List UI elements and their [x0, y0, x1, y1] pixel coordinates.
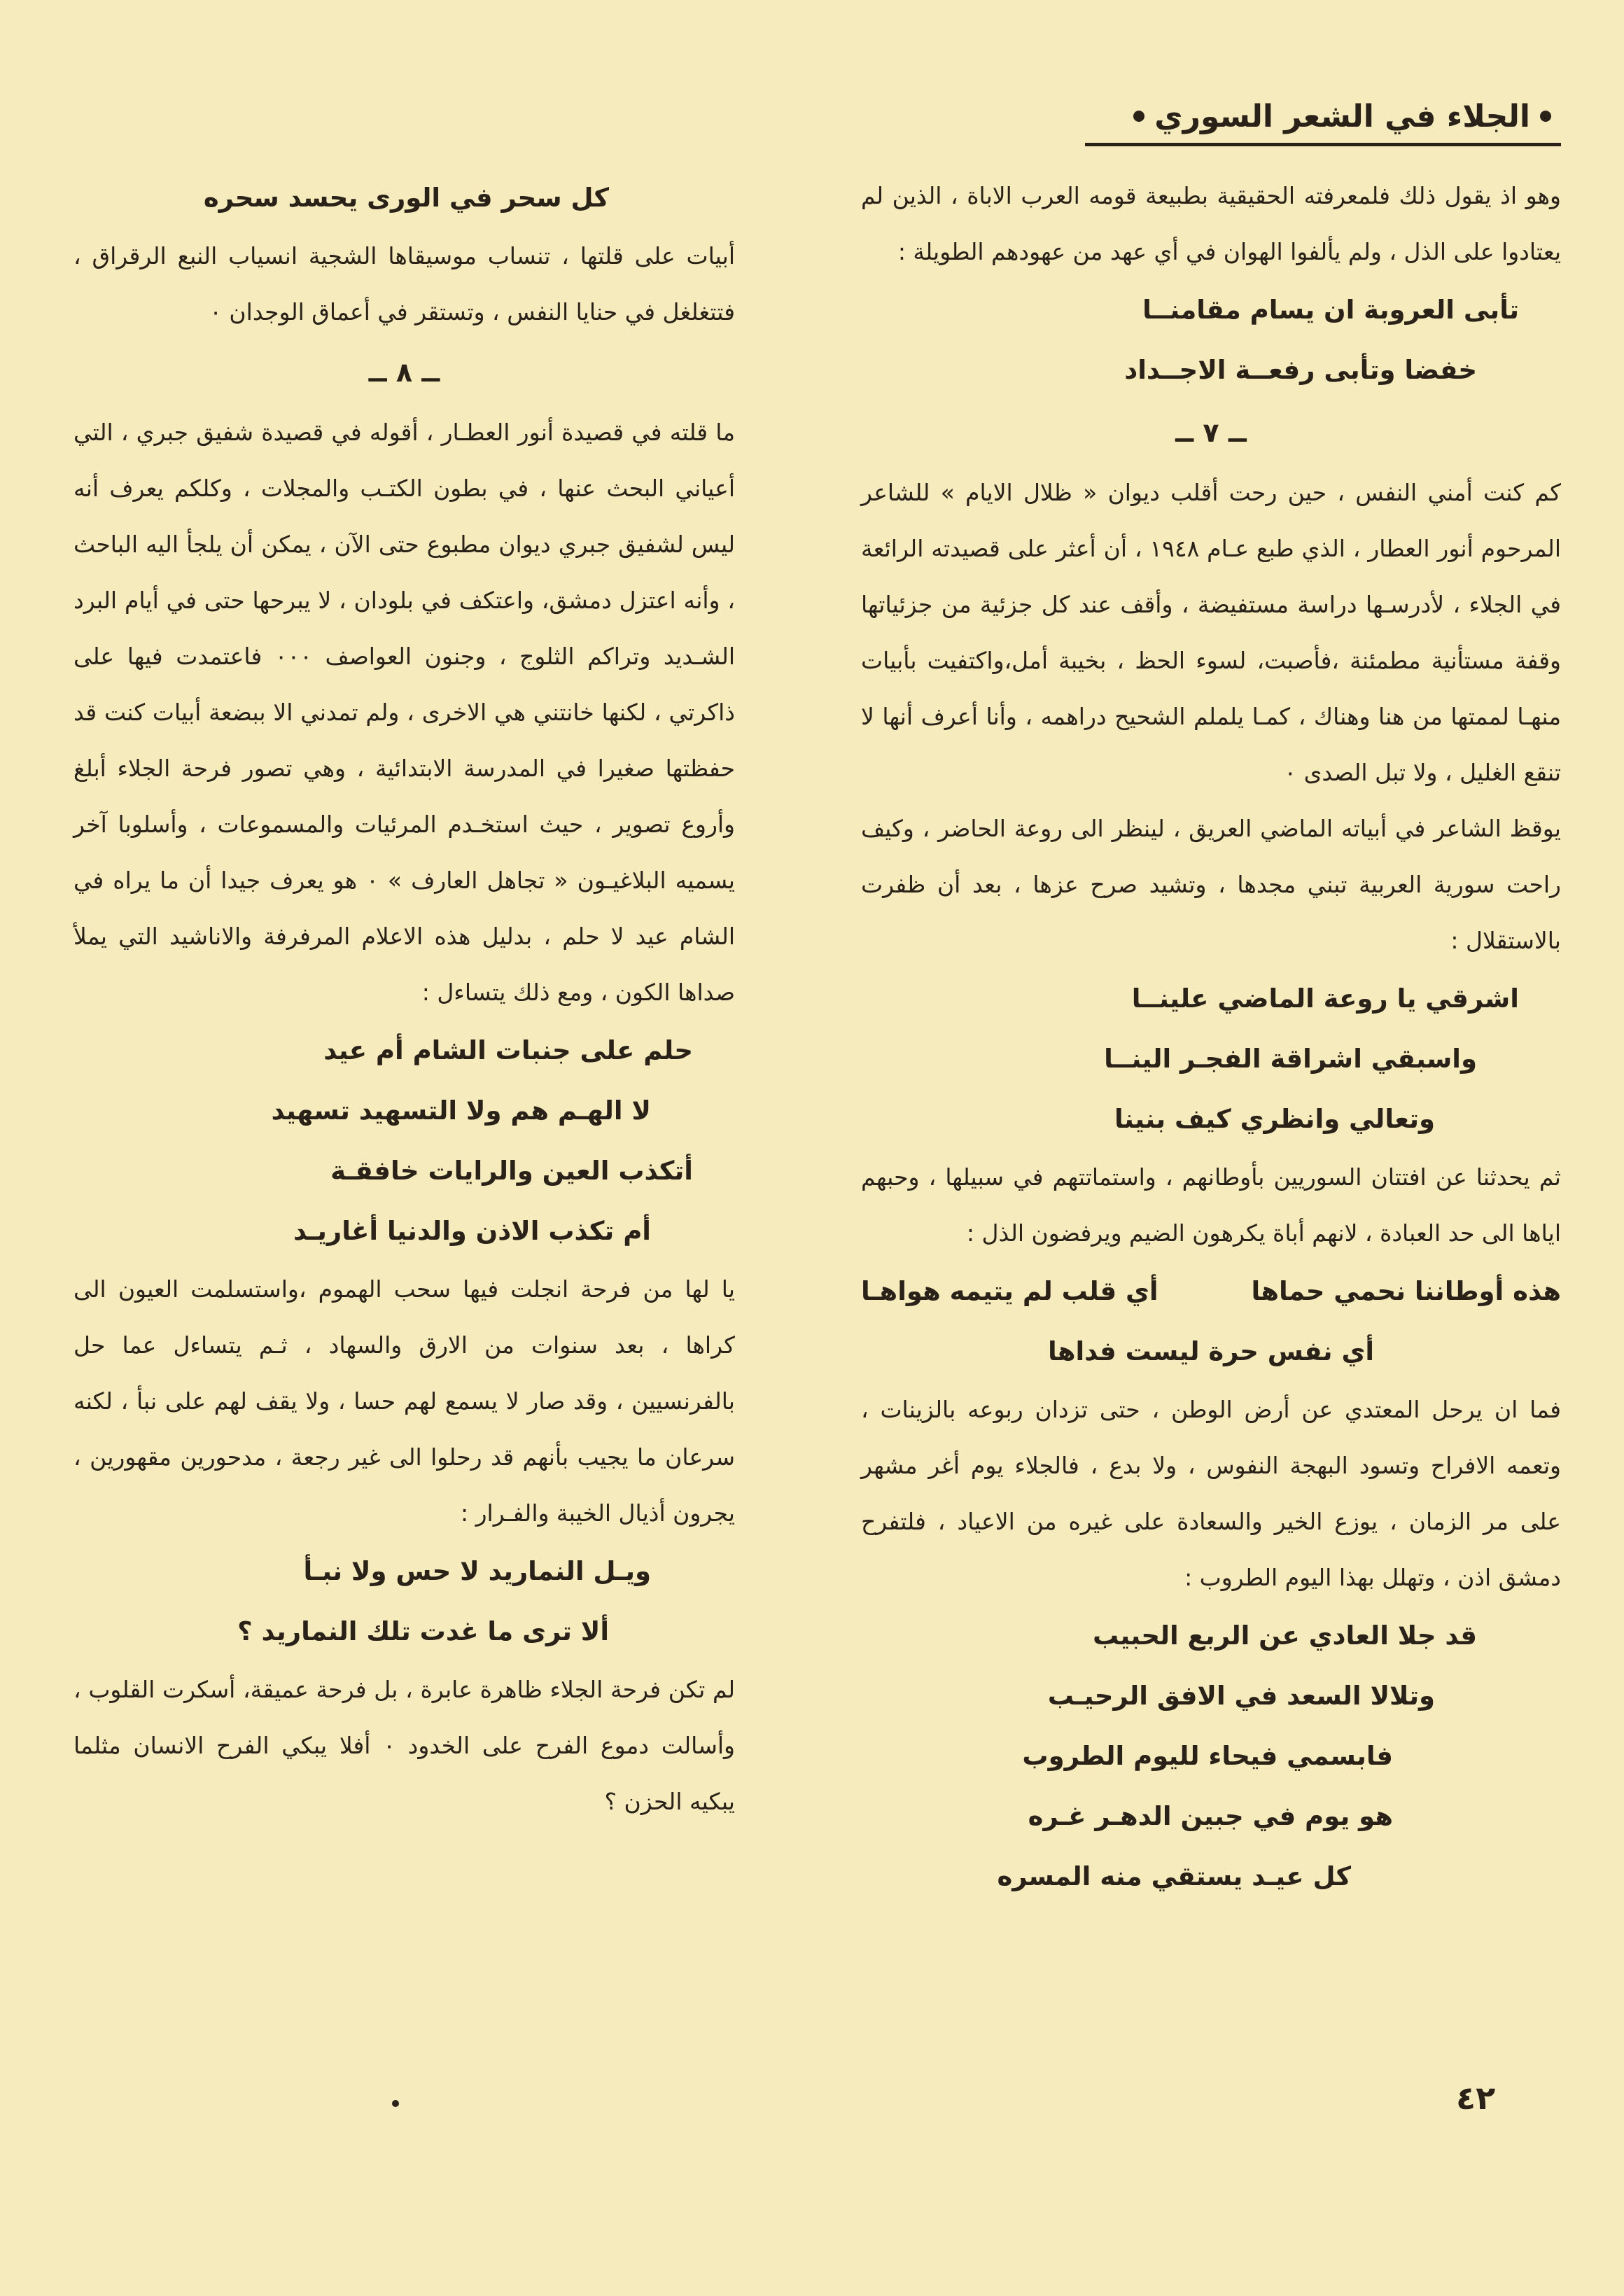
- page-header: [1085, 90, 1561, 146]
- verse-line: هو يوم في جبين الدهـر غـره: [1028, 1801, 1393, 1831]
- verse-line: قد جلا العادي عن الربع الحبيب: [1093, 1620, 1477, 1651]
- verse-line: حلم على جنبات الشام أم عيد: [323, 1035, 693, 1065]
- verse-line: ويـل النماريد لا حس ولا نبـأ: [303, 1556, 651, 1586]
- paragraph: لم تكن فرحة الجلاء ظاهرة عابرة ، بل فرحة عميقة، أسكرت القلوب ، وأسالت دموع الفرح على الخدود ٠ أفلا يبكي الفرح الانسان مثلما يبكيه الحزن ؟: [74, 1676, 735, 1815]
- verse-line: وتلالا السعد في الافق الرحيـب: [1047, 1681, 1435, 1711]
- verse-line: فابسمي فيحاء لليوم الطروب: [1022, 1741, 1393, 1771]
- bullet-icon: [1540, 111, 1551, 122]
- paragraph: ما قلته في قصيدة أنور العطـار ، أقوله في قصيدة شفيق جبري ، التي أعياني البحث عنها ، في بطون الكتـب والمجلات ، وكلكم يعرف أنه ليس لشفيق جبري ديوان مطبوع حتى الآن ، يمكن أن يلجأ اليه الباحث ، وأنه اعتزل دمشق، واعتكف في بلودان ، لا يبرحها حتى في أيام البرد الشـديد وتراكم الثلوج ، وجنون العواصف ٠٠٠ فاعتمدت فيها على ذاكرتي ، لكنها خانتني هي الاخرى ، ولم تمدني الا ببضعة أبيات كنت قد حفظتها صغيرا في المدرسة الابتدائية ، وهي تصور فرحة الجلاء أبلغ وأروع تصوير ، حيث استخـدم المرئيات والمسموعات ، وأسلوبا آخر يسميه البلاغيـون « تجاهل العارف » ٠ هو يعرف جيدا أن ما يراه في الشام عيد لا حلم ، بدليل هذه الاعلام المرفرفة والاناشيد التي يملأ صداها الكون ، ومع ذلك يتساءل :: [74, 419, 735, 1006]
- section-number: ــ ٨ ــ: [368, 357, 440, 388]
- section-number: ــ ٧ ــ: [1175, 417, 1247, 448]
- verse-line: وتعالي وانظري كيف بنينا: [1114, 1104, 1435, 1134]
- verse-line: لا الهـم هم ولا التسهيد تسهيد: [271, 1096, 651, 1126]
- verse-line: ألا ترى ما غدت تلك النماريد ؟: [237, 1616, 609, 1646]
- verse-line: كل عيـد يستقي منه المسره: [997, 1861, 1351, 1891]
- paragraph: ثم يحدثنا عن افتتان السوريين بأوطانهم ، واستماتتهم في سبيلها ، وحبهم اياها الى حد العبادة ، لانهم أباة يكرهون الضيم ويرفضون الذل :: [861, 1163, 1561, 1247]
- paragraph: يا لها من فرحة انجلت فيها سحب الهموم ،واستسلمت العيون الى كراها ، بعد سنوات من الارق والسهاد ، ثـم يتساءل عما حل بالفرنسيين ، وقد صار لا يسمع لهم حسا ، ولا يقف لهم على نبأ ، لكنه سرعان ما يجيب بأنهم قد رحلوا الى غير رجعة ، مدحورين مقهورين ، يجرون أذيال الخيبة والفـرار :: [74, 1275, 735, 1527]
- verse-hemistich: أي قلب لم يتيمه هواهـا: [861, 1276, 1158, 1306]
- paragraph: أبيات على قلتها ، تنساب موسيقاها الشجية انسياب النبع الرقراق ، فتتغلغل في حنايا النفس ، وتستقر في أعماق الوجدان ٠: [74, 242, 735, 326]
- page-number: ٤٢: [1456, 2079, 1496, 2117]
- left-column: [74, 168, 735, 1830]
- right-column: [861, 168, 1561, 1907]
- paragraph: وهو اذ يقول ذلك فلمعرفته الحقيقية بطبيعة قومه العرب الاباة ، الذين لم يعتادوا على الذل ، ولم يألفوا الهوان في أي عهد من عهودهم الطويلة :: [861, 182, 1561, 265]
- verse-line: اشرقي يا روعة الماضي علينــا: [1131, 983, 1519, 1014]
- verse-line: واسبقي اشراقة الفجـر الينــا: [1104, 1044, 1477, 1074]
- bullet-icon: [1133, 111, 1144, 122]
- running-title: الجلاء في الشعر السوري: [1154, 98, 1530, 134]
- verse-line: أم تكذب الاذن والدنيا أغاريـد: [293, 1216, 651, 1246]
- verse-line: أي نفس حرة ليست فداها: [1047, 1336, 1375, 1366]
- verse-line: كل سحر في الورى يحسد سحره: [203, 183, 609, 213]
- verse-line: خفضا وتأبى رفعــة الاجــداد: [1124, 355, 1477, 385]
- paragraph: فما ان يرحل المعتدي عن أرض الوطن ، حتى تزدان ربوعه بالزينات ، وتعمه الافراح وتسود البهجة النفوس ، ولا بدع ، فالجلاء يوم أغر مشهر على مر الزمان ، يوزع الخير والسعادة على غيره من الاعياد ، فلتفرح دمشق اذن ، وتهلل بهذا اليوم الطروب :: [861, 1396, 1561, 1591]
- end-dot: [392, 2100, 399, 2107]
- verse-line: أتكذب العين والرايات خافقـة: [330, 1156, 693, 1186]
- verse-line: تأبى العروبة ان يسام مقامنــا: [1142, 295, 1519, 325]
- paragraph: كم كنت أمني النفس ، حين رحت أقلب ديوان « ظلال الايام » للشاعر المرحوم أنور العطار ، الذي طبع عـام ١٩٤٨ ، أن أعثر على قصيدته الرائعة في الجلاء ، لأدرسـها دراسة مستفيضة ، وأقف عند كل جزئية من جزئياتها وقفة مستأنية مطمئنة ،فأصبت، لسوء الحظ ، بخيبة أمل،واكتفيت بأبيات منهـا لممتها من هنا وهناك ، كمـا يلملم الشحيح دراهمه ، وأنا أعرف أنها لا تنقع الغليل ، ولا تبل الصدى ٠: [861, 479, 1561, 786]
- verse-hemistich: هذه أوطاننا نحمي حماها: [1251, 1276, 1561, 1306]
- paragraph: يوقظ الشاعر في أبياته الماضي العريق ، لينظر الى روعة الحاضر ، وكيف راحت سورية العربية تبني مجدها ، وتشيد صرح عزها ، بعد أن ظفرت بالاستقلال :: [861, 815, 1561, 954]
- verse-pair: [861, 1261, 1561, 1322]
